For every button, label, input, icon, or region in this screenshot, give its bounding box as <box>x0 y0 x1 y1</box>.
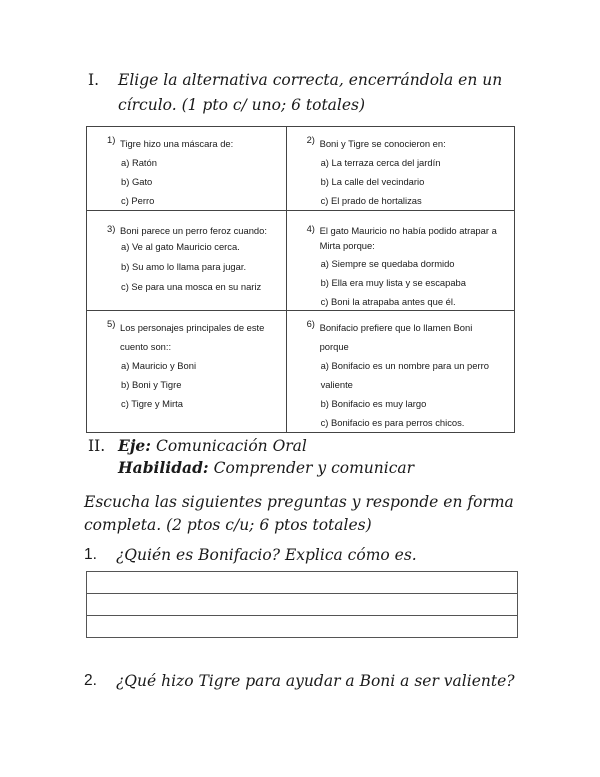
eje-line <box>118 435 518 457</box>
question-2-option-b[interactable]: b) La calle del vecindario <box>320 176 425 187</box>
question-1-option-a[interactable]: a) Ratón <box>121 157 157 168</box>
question-6 <box>287 311 514 432</box>
answer-box-1[interactable] <box>86 571 518 638</box>
question-5-number: 5) <box>107 318 116 329</box>
eje-label: Eje: <box>118 436 152 455</box>
section-1-instruction: Elige la alternativa correcta, encerrándola en un círculo. (1 pto c/ uno; 6 totales) <box>118 71 503 114</box>
question-4-number: 4) <box>306 223 315 234</box>
section-2-number: II. <box>88 437 106 455</box>
habilidad-label: Habilidad: <box>118 458 209 477</box>
habilidad-line <box>118 457 518 479</box>
open-question-2-text: ¿Qué hizo Tigre para ayudar a Boni a ser valiente? <box>116 672 515 690</box>
question-6-option-c[interactable]: c) Bonifacio es para perros chicos. <box>320 417 465 428</box>
question-5-option-a[interactable]: a) Mauricio y Boni <box>121 360 197 371</box>
question-1 <box>87 127 286 210</box>
question-6-text: Bonifacio prefiere que lo llamen Boni porque <box>319 322 473 352</box>
open-question-1-text: ¿Quién es Bonifacio? Explica cómo es. <box>116 546 417 564</box>
answer-line-2[interactable] <box>87 594 517 616</box>
question-3 <box>87 211 286 295</box>
open-question-1-number: 1. <box>84 546 97 563</box>
question-4-option-a[interactable]: a) Siempre se quedaba dormido <box>320 258 455 269</box>
multiple-choice-table <box>86 126 515 433</box>
question-5-option-b[interactable]: b) Boni y Tigre <box>121 379 182 390</box>
question-4-option-b[interactable]: b) Ella era muy lista y se escapaba <box>320 277 466 288</box>
question-3-option-a[interactable]: a) Ve al gato Mauricio cerca. <box>121 241 240 252</box>
habilidad-value: Comprender y comunicar <box>213 459 415 477</box>
question-5 <box>87 311 286 413</box>
question-1-number: 1) <box>107 134 116 145</box>
question-2-option-a[interactable]: a) La terraza cerca del jardín <box>320 157 441 168</box>
question-4 <box>287 211 514 310</box>
question-1-text: Tigre hizo una máscara de: <box>120 138 234 149</box>
question-6-number: 6) <box>306 318 315 329</box>
open-question-2-number: 2. <box>84 672 97 689</box>
question-1-option-c[interactable]: c) Perro <box>121 195 155 206</box>
section-2-instruction: Escucha las siguientes preguntas y responde en forma completa. (2 ptos c/u; 6 ptos totales) <box>84 493 514 534</box>
question-4-text: El gato Mauricio no había podido atrapar a Mirta porque: <box>319 225 497 251</box>
question-1-option-b[interactable]: b) Gato <box>121 176 153 187</box>
question-5-option-c[interactable]: c) Tigre y Mirta <box>121 398 183 409</box>
question-2-text: Boni y Tigre se conocieron en: <box>319 138 446 149</box>
eje-value: Comunicación Oral <box>155 437 307 455</box>
question-3-text: Boni parece un perro feroz cuando: <box>120 225 267 236</box>
question-3-option-c[interactable]: c) Se para una mosca en su nariz <box>121 281 262 292</box>
question-2-option-c[interactable]: c) El prado de hortalizas <box>320 195 422 206</box>
question-3-number: 3) <box>107 223 116 234</box>
question-6-option-b[interactable]: b) Bonifacio es muy largo <box>320 398 427 409</box>
question-2-number: 2) <box>306 134 315 145</box>
question-5-text: Los personajes principales de este cuento son:: <box>120 322 265 352</box>
question-3-option-b[interactable]: b) Su amo lo llama para jugar. <box>121 261 247 272</box>
question-4-option-c[interactable]: c) Boni la atrapaba antes que él. <box>320 296 456 307</box>
question-2 <box>287 127 514 210</box>
section-1-number: I. <box>88 71 100 89</box>
question-6-option-a[interactable]: a) Bonifacio es un nombre para un perro valiente <box>320 360 489 390</box>
answer-line-1[interactable] <box>87 572 517 594</box>
answer-line-3[interactable] <box>87 616 517 637</box>
